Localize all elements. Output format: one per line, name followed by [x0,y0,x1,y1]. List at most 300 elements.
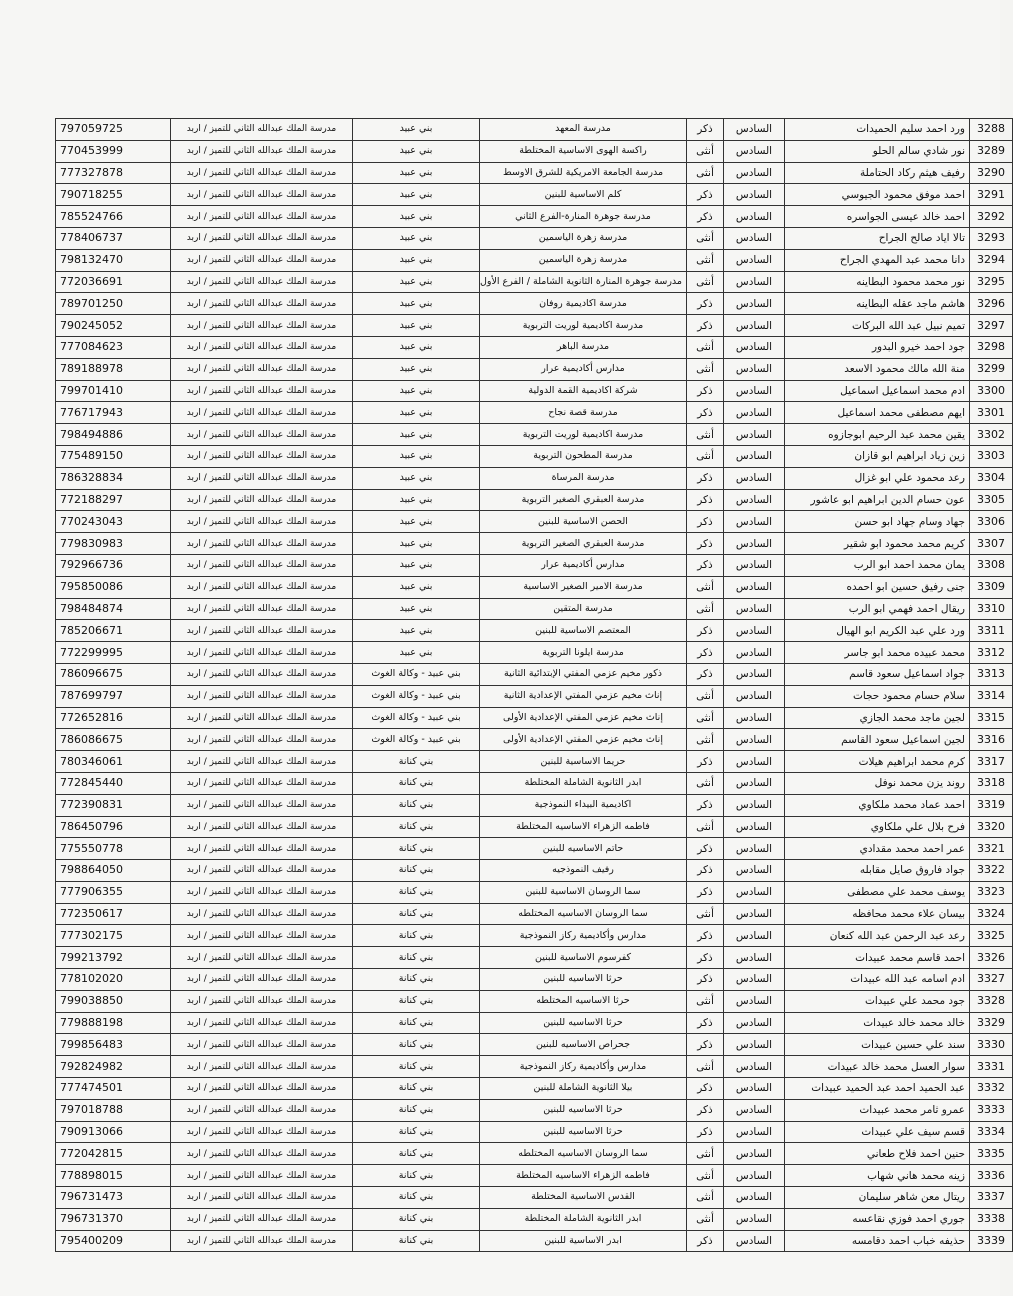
phone-cell: 777327878 [56,162,171,184]
grade-cell: السادس [724,903,785,925]
school-cell: سما الروسان الاساسيه المختلطه [480,1143,687,1165]
row-number: 3303 [970,445,1013,467]
directorate-cell: بني كنانة [353,1099,480,1121]
table-row [56,576,1013,598]
grade-cell: السادس [724,380,785,402]
grade-cell: السادس [724,402,785,424]
table-row [56,1099,1013,1121]
table-row [56,271,1013,293]
exam-center-cell: مدرسة الملك عبدالله الثاني للتميز / اربد [171,227,353,249]
phone-cell: 790245052 [56,315,171,337]
grade-cell: السادس [724,467,785,489]
school-cell: حريما الاساسية للبنين [480,751,687,773]
table-row [56,772,1013,794]
phone-cell: 777906355 [56,881,171,903]
exam-center-cell: مدرسة الملك عبدالله الثاني للتميز / اربد [171,358,353,380]
row-number: 3318 [970,772,1013,794]
grade-cell: السادس [724,424,785,446]
table-row [56,511,1013,533]
directorate-cell: بني كنانة [353,925,480,947]
row-number: 3295 [970,271,1013,293]
grade-cell: السادس [724,1165,785,1187]
grade-cell: السادس [724,838,785,860]
school-cell: ابدر الاساسية للبنين [480,1230,687,1252]
grade-cell: السادس [724,315,785,337]
table-row [56,925,1013,947]
table-row [56,903,1013,925]
school-cell: سما الروسان الاساسيه المختلطه [480,903,687,925]
grade-cell: السادس [724,119,785,141]
grade-cell: السادس [724,554,785,576]
school-cell: ذكور مخيم عزمي المفتي الإبتدائية الثانية [480,663,687,685]
phone-cell: 792966736 [56,554,171,576]
school-cell: مدرسة المرساة [480,467,687,489]
phone-cell: 798132470 [56,249,171,271]
row-number: 3328 [970,990,1013,1012]
phone-cell: 775489150 [56,445,171,467]
phone-cell: 778102020 [56,969,171,991]
school-cell: مدرسة الجامعة الامريكية للشرق الاوسط [480,162,687,184]
gender-cell: ذكر [687,947,724,969]
school-cell: رفيف النموذجيه [480,860,687,882]
grade-cell: السادس [724,533,785,555]
directorate-cell: بني كنانة [353,1121,480,1143]
exam-center-cell: مدرسة الملك عبدالله الثاني للتميز / اربد [171,271,353,293]
directorate-cell: بني عبيد [353,162,480,184]
school-cell: مدرسة اكاديمية لوريت التربوية [480,424,687,446]
phone-cell: 797059725 [56,119,171,141]
directorate-cell: بني عبيد [353,533,480,555]
exam-center-cell: مدرسة الملك عبدالله الثاني للتميز / اربد [171,293,353,315]
directorate-cell: بني كنانة [353,990,480,1012]
grade-cell: السادس [724,1187,785,1209]
grade-cell: السادس [724,925,785,947]
row-number: 3306 [970,511,1013,533]
directorate-cell: بني عبيد [353,140,480,162]
phone-cell: 772652816 [56,707,171,729]
gender-cell: أنثى [687,1056,724,1078]
table-row [56,838,1013,860]
row-number: 3314 [970,685,1013,707]
student-name: جهاد وسام جهاد ابو حسن [785,511,970,533]
row-number: 3297 [970,315,1013,337]
phone-cell: 786096675 [56,663,171,685]
student-name: نور محمد محمود البطاينه [785,271,970,293]
table-row [56,1230,1013,1252]
school-cell: إناث مخيم عزمي المفتي الإعدادية الأولى [480,707,687,729]
directorate-cell: بني عبيد [353,336,480,358]
exam-center-cell: مدرسة الملك عبدالله الثاني للتميز / اربد [171,336,353,358]
row-number: 3334 [970,1121,1013,1143]
directorate-cell: بني كنانة [353,1208,480,1230]
table-row [56,554,1013,576]
table-row [56,816,1013,838]
school-cell: كلم الاساسية للبنين [480,184,687,206]
row-number: 3288 [970,119,1013,141]
school-cell: حرثا الاساسيه للبنين [480,969,687,991]
gender-cell: ذكر [687,380,724,402]
school-cell: اكاديمية البيداء النموذجية [480,794,687,816]
school-cell: مدارس أكاديمية عرار [480,358,687,380]
student-name: احمد قاسم محمد عبيدات [785,947,970,969]
student-name: زينه محمد هاني شهاب [785,1165,970,1187]
student-name: ورد علي عبد الكريم ابو الهيال [785,620,970,642]
row-number: 3319 [970,794,1013,816]
grade-cell: السادس [724,1230,785,1252]
table-row [56,794,1013,816]
table-row [56,1208,1013,1230]
row-number: 3322 [970,860,1013,882]
school-cell: المعتصم الاساسية للبنين [480,620,687,642]
gender-cell: ذكر [687,1121,724,1143]
exam-center-cell: مدرسة الملك عبدالله الثاني للتميز / اربد [171,489,353,511]
exam-center-cell: مدرسة الملك عبدالله الثاني للتميز / اربد [171,1012,353,1034]
row-number: 3321 [970,838,1013,860]
row-number: 3327 [970,969,1013,991]
directorate-cell: بني كنانة [353,903,480,925]
grade-cell: السادس [724,990,785,1012]
grade-cell: السادس [724,1056,785,1078]
school-cell: حرثا الاساسيه للبنين [480,1012,687,1034]
gender-cell: أنثى [687,1143,724,1165]
phone-cell: 785524766 [56,206,171,228]
row-number: 3325 [970,925,1013,947]
gender-cell: أنثى [687,1165,724,1187]
student-name: لجين اسماعيل سعود القاسم [785,729,970,751]
row-number: 3338 [970,1208,1013,1230]
school-cell: القدس الاساسية المختلطة [480,1187,687,1209]
directorate-cell: بني كنانة [353,1187,480,1209]
grade-cell: السادس [724,140,785,162]
table-row [56,380,1013,402]
student-name: بيسان علاء محمد محافظه [785,903,970,925]
grade-cell: السادس [724,969,785,991]
grade-cell: السادس [724,729,785,751]
table-row [56,533,1013,555]
directorate-cell: بني عبيد [353,227,480,249]
row-number: 3296 [970,293,1013,315]
school-cell: شركة اكاديمية القمة الدولية [480,380,687,402]
table-row [56,445,1013,467]
phone-cell: 772188297 [56,489,171,511]
phone-cell: 772350617 [56,903,171,925]
school-cell: حرثا الاساسيه للبنين [480,1099,687,1121]
gender-cell: أنثى [687,358,724,380]
school-cell: مدارس وأكاديمية ركاز النموذجية [480,1056,687,1078]
phone-cell: 770243043 [56,511,171,533]
gender-cell: أنثى [687,162,724,184]
phone-cell: 795850086 [56,576,171,598]
table-row [56,1165,1013,1187]
student-name: تالا اياد صالح الجراح [785,227,970,249]
directorate-cell: بني كنانة [353,1034,480,1056]
table-row [56,969,1013,991]
directorate-cell: بني عبيد - وكالة الغوث [353,707,480,729]
grade-cell: السادس [724,685,785,707]
table-row [56,1121,1013,1143]
gender-cell: أنثى [687,816,724,838]
directorate-cell: بني عبيد [353,184,480,206]
gender-cell: ذكر [687,663,724,685]
directorate-cell: بني كنانة [353,1012,480,1034]
school-cell: مدرسة المطحون التربوية [480,445,687,467]
row-number: 3300 [970,380,1013,402]
gender-cell: أنثى [687,1187,724,1209]
phone-cell: 787699797 [56,685,171,707]
grade-cell: السادس [724,1034,785,1056]
school-cell: مدرسة جوهرة المنارة الثانوية الشاملة / الفرع الأول [480,271,687,293]
exam-center-cell: مدرسة الملك عبدالله الثاني للتميز / اربد [171,1165,353,1187]
student-name: احمد خالد عيسى الجواسره [785,206,970,228]
gender-cell: أنثى [687,227,724,249]
directorate-cell: بني كنانة [353,947,480,969]
school-cell: كفرسوم الاساسية للبنين [480,947,687,969]
student-name: جود محمد علي عبيدات [785,990,970,1012]
exam-center-cell: مدرسة الملك عبدالله الثاني للتميز / اربد [171,860,353,882]
directorate-cell: بني عبيد [353,467,480,489]
row-number: 3299 [970,358,1013,380]
table-row [56,685,1013,707]
grade-cell: السادس [724,1012,785,1034]
grade-cell: السادس [724,249,785,271]
phone-cell: 790913066 [56,1121,171,1143]
exam-center-cell: مدرسة الملك عبدالله الثاني للتميز / اربد [171,445,353,467]
grade-cell: السادس [724,336,785,358]
student-name: عون حسام الدين ابراهيم ابو عاشور [785,489,970,511]
phone-cell: 786328834 [56,467,171,489]
directorate-cell: بني كنانة [353,838,480,860]
exam-center-cell: مدرسة الملك عبدالله الثاني للتميز / اربد [171,1056,353,1078]
student-name: عمر احمد محمد مقدادي [785,838,970,860]
school-cell: سما الروسان الاساسية للبنين [480,881,687,903]
gender-cell: ذكر [687,511,724,533]
phone-cell: 798864050 [56,860,171,882]
phone-cell: 798494886 [56,424,171,446]
table-row [56,663,1013,685]
table-row [56,402,1013,424]
student-name: هاشم ماجد عقله البطاينه [785,293,970,315]
grade-cell: السادس [724,1143,785,1165]
exam-center-cell: مدرسة الملك عبدالله الثاني للتميز / اربد [171,816,353,838]
student-name: ايهم مصطفى محمد اسماعيل [785,402,970,424]
roster-body [56,119,1013,1252]
grade-cell: السادس [724,947,785,969]
exam-center-cell: مدرسة الملك عبدالله الثاني للتميز / اربد [171,598,353,620]
exam-center-cell: مدرسة الملك عبدالله الثاني للتميز / اربد [171,947,353,969]
row-number: 3289 [970,140,1013,162]
student-name: احمد موفق محمود الجيوسي [785,184,970,206]
student-name: قسم سيف علي عبيدات [785,1121,970,1143]
student-name: حنين احمد فلاح طعاني [785,1143,970,1165]
table-row [56,184,1013,206]
directorate-cell: بني عبيد [353,206,480,228]
row-number: 3294 [970,249,1013,271]
row-number: 3329 [970,1012,1013,1034]
grade-cell: السادس [724,576,785,598]
phone-cell: 785206671 [56,620,171,642]
exam-center-cell: مدرسة الملك عبدالله الثاني للتميز / اربد [171,380,353,402]
student-name: ورد احمد سليم الحميدات [785,119,970,141]
phone-cell: 772299995 [56,642,171,664]
directorate-cell: بني عبيد [353,445,480,467]
directorate-cell: بني كنانة [353,881,480,903]
gender-cell: أنثى [687,140,724,162]
gender-cell: أنثى [687,685,724,707]
exam-center-cell: مدرسة الملك عبدالله الثاني للتميز / اربد [171,119,353,141]
phone-cell: 798484874 [56,598,171,620]
row-number: 3309 [970,576,1013,598]
student-name: جنى رفيق حسين ابو احمده [785,576,970,598]
school-cell: فاطمه الزهراء الاساسيه المختلطة [480,816,687,838]
grade-cell: السادس [724,620,785,642]
school-cell: ابدر الثانوية الشاملة المختلطة [480,772,687,794]
directorate-cell: بني عبيد [353,315,480,337]
grade-cell: السادس [724,227,785,249]
gender-cell: ذكر [687,554,724,576]
table-row [56,467,1013,489]
exam-center-cell: مدرسة الملك عبدالله الثاني للتميز / اربد [171,685,353,707]
gender-cell: ذكر [687,838,724,860]
school-cell: مدرسة الامير الصغير الاساسية [480,576,687,598]
student-name: كرم محمد ابراهيم هيلات [785,751,970,773]
grade-cell: السادس [724,1078,785,1100]
phone-cell: 799856483 [56,1034,171,1056]
gender-cell: أنثى [687,772,724,794]
phone-cell: 777474501 [56,1078,171,1100]
table-row [56,1056,1013,1078]
exam-center-cell: مدرسة الملك عبدالله الثاني للتميز / اربد [171,140,353,162]
phone-cell: 778406737 [56,227,171,249]
school-cell: مدرسة جوهرة المنارة-الفرع الثاني [480,206,687,228]
student-name: جود احمد خيرو البدور [785,336,970,358]
directorate-cell: بني عبيد [353,598,480,620]
exam-center-cell: مدرسة الملك عبدالله الثاني للتميز / اربد [171,1187,353,1209]
gender-cell: أنثى [687,424,724,446]
row-number: 3298 [970,336,1013,358]
exam-center-cell: مدرسة الملك عبدالله الثاني للتميز / اربد [171,1121,353,1143]
grade-cell: السادس [724,184,785,206]
phone-cell: 799038850 [56,990,171,1012]
table-row [56,1012,1013,1034]
student-name: رفيف هيثم ركاد الحتاملة [785,162,970,184]
row-number: 3333 [970,1099,1013,1121]
directorate-cell: بني عبيد [353,402,480,424]
gender-cell: أنثى [687,576,724,598]
student-name: جوري احمد فوزي نقاعسه [785,1208,970,1230]
school-cell: حرثا الاساسيه المختلطه [480,990,687,1012]
grade-cell: السادس [724,511,785,533]
phone-cell: 777302175 [56,925,171,947]
student-name: دانا محمد عبد المهدي الجراح [785,249,970,271]
grade-cell: السادس [724,816,785,838]
school-cell: الحصن الاساسية للبنين [480,511,687,533]
phone-cell: 778898015 [56,1165,171,1187]
directorate-cell: بني عبيد [353,119,480,141]
directorate-cell: بني عبيد - وكالة الغوث [353,729,480,751]
row-number: 3335 [970,1143,1013,1165]
phone-cell: 780346061 [56,751,171,773]
school-cell: مدرسة قصة نجاح [480,402,687,424]
table-row [56,990,1013,1012]
row-number: 3313 [970,663,1013,685]
student-name: ادم اسامه عبد الله عبيدات [785,969,970,991]
gender-cell: ذكر [687,293,724,315]
directorate-cell: بني كنانة [353,1056,480,1078]
student-name: نور شادي سالم الحلو [785,140,970,162]
grade-cell: السادس [724,1208,785,1230]
directorate-cell: بني عبيد [353,293,480,315]
directorate-cell: بني كنانة [353,816,480,838]
phone-cell: 789188978 [56,358,171,380]
phone-cell: 796731473 [56,1187,171,1209]
row-number: 3324 [970,903,1013,925]
exam-center-cell: مدرسة الملك عبدالله الثاني للتميز / اربد [171,533,353,555]
student-name: جواد اسماعيل سعود قاسم [785,663,970,685]
gender-cell: أنثى [687,707,724,729]
exam-center-cell: مدرسة الملك عبدالله الثاني للتميز / اربد [171,315,353,337]
gender-cell: ذكر [687,184,724,206]
exam-center-cell: مدرسة الملك عبدالله الثاني للتميز / اربد [171,838,353,860]
student-roster-table [55,118,1013,1252]
phone-cell: 772042815 [56,1143,171,1165]
school-cell: مدرسة زهرة الياسمين [480,249,687,271]
school-cell: مدرسة اكاديمية لوريت التربوية [480,315,687,337]
exam-center-cell: مدرسة الملك عبدالله الثاني للتميز / اربد [171,162,353,184]
exam-center-cell: مدرسة الملك عبدالله الثاني للتميز / اربد [171,642,353,664]
student-name: يقين محمد عبد الرحيم ابوجازوه [785,424,970,446]
table-row [56,358,1013,380]
exam-center-cell: مدرسة الملك عبدالله الثاني للتميز / اربد [171,772,353,794]
grade-cell: السادس [724,1099,785,1121]
student-name: تميم نبيل عبد الله البركات [785,315,970,337]
directorate-cell: بني كنانة [353,751,480,773]
directorate-cell: بني عبيد [353,358,480,380]
grade-cell: السادس [724,489,785,511]
table-row [56,729,1013,751]
table-row [56,1034,1013,1056]
exam-center-cell: مدرسة الملك عبدالله الثاني للتميز / اربد [171,1099,353,1121]
gender-cell: ذكر [687,881,724,903]
directorate-cell: بني كنانة [353,969,480,991]
table-row [56,140,1013,162]
exam-center-cell: مدرسة الملك عبدالله الثاني للتميز / اربد [171,729,353,751]
student-name: جواد فاروق صايل مقابله [785,860,970,882]
grade-cell: السادس [724,642,785,664]
exam-center-cell: مدرسة الملك عبدالله الثاني للتميز / اربد [171,402,353,424]
row-number: 3331 [970,1056,1013,1078]
exam-center-cell: مدرسة الملك عبدالله الثاني للتميز / اربد [171,1078,353,1100]
row-number: 3301 [970,402,1013,424]
phone-cell: 796731370 [56,1208,171,1230]
school-cell: مدرسة زهرة الياسمين [480,227,687,249]
gender-cell: أنثى [687,729,724,751]
student-name: سند علي حسين عبيدات [785,1034,970,1056]
directorate-cell: بني كنانة [353,1143,480,1165]
school-cell: فاطمه الزهراء الاساسيه المختلطة [480,1165,687,1187]
gender-cell: ذكر [687,402,724,424]
table-row [56,620,1013,642]
grade-cell: السادس [724,881,785,903]
phone-cell: 786086675 [56,729,171,751]
school-cell: ابدر الثانوية الشاملة المختلطة [480,1208,687,1230]
row-number: 3293 [970,227,1013,249]
row-number: 3320 [970,816,1013,838]
gender-cell: ذكر [687,620,724,642]
gender-cell: ذكر [687,860,724,882]
table-row [56,1143,1013,1165]
phone-cell: 775550778 [56,838,171,860]
school-cell: مدارس أكاديمية عرار [480,554,687,576]
